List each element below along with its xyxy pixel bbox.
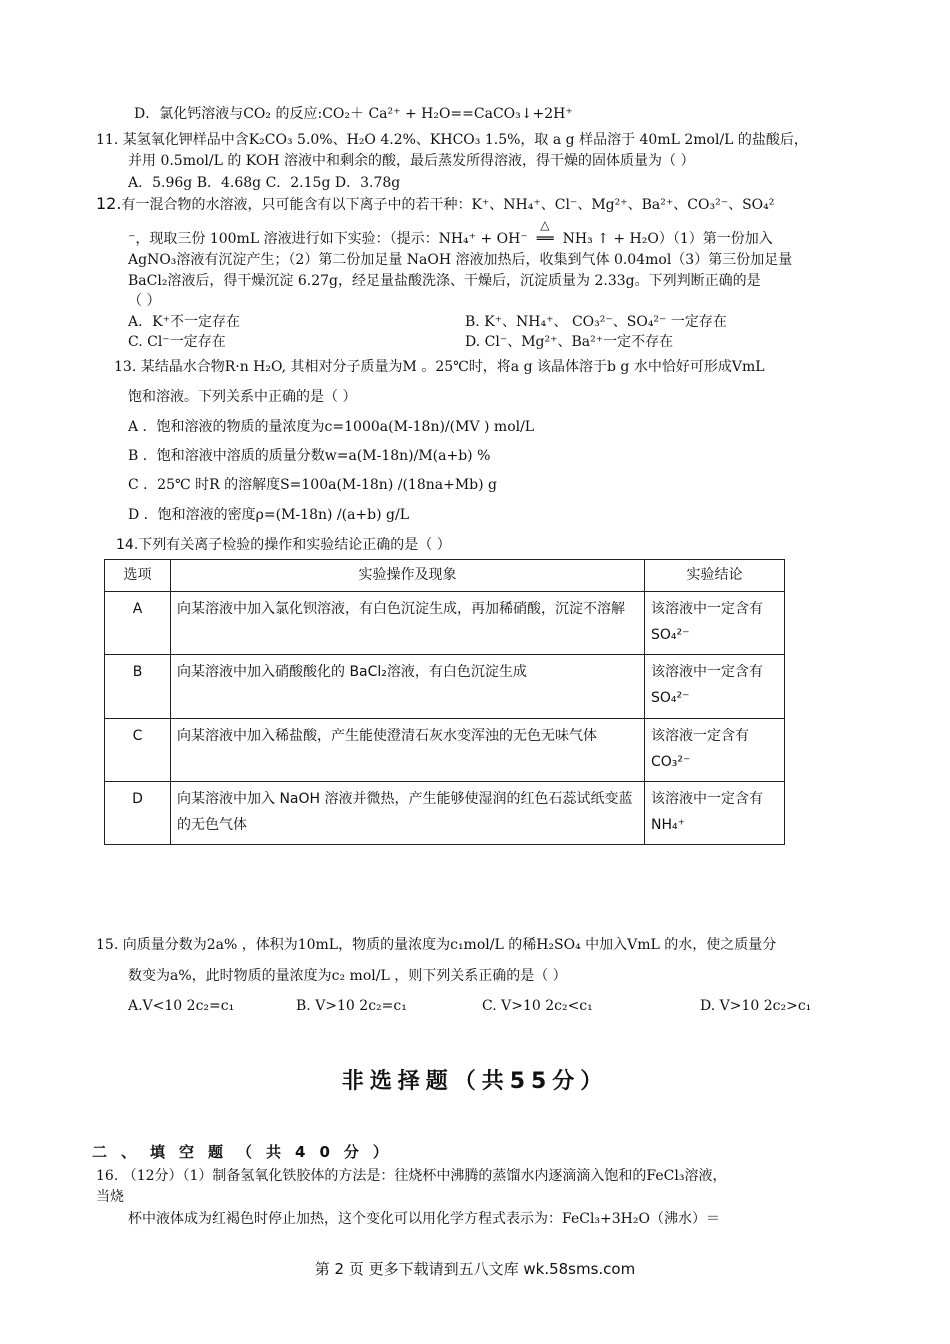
q14-stem: 14.下列有关离子检验的操作和实验结论正确的是（ ） <box>116 537 451 553</box>
q12-line5: （ ） <box>128 293 161 309</box>
q12-line2a: ⁻，现取三份 100mL 溶液进行如下实验：（提示：NH₄⁺ + OH⁻ <box>128 231 533 247</box>
row-a-conclusion: 该溶液中一定含有 SO₄²⁻ <box>645 592 785 655</box>
q16-line2: 当烧 <box>96 1189 124 1205</box>
q12-number: 12. <box>96 194 122 213</box>
q13-option-a: A ．饱和溶液的物质的量浓度为c=1000a(M-18n)/(MV ) mol/L <box>128 419 535 435</box>
delta-icon: △ <box>540 218 550 232</box>
q12-line2 <box>128 218 773 249</box>
q15-line2: 数变为a%，此时物质的量浓度为c₂ mol/L ，则下列关系正确的是（ ） <box>128 968 567 984</box>
table-row <box>105 655 785 718</box>
table-row <box>105 592 785 655</box>
section-heading: 二、填空题（共40分） <box>92 1143 402 1161</box>
q13-option-b: B ．饱和溶液中溶质的质量分数w=a(M-18n)/M(a+b) % <box>128 448 491 464</box>
q12-option-a: A．K⁺不一定存在 <box>128 314 240 330</box>
row-a-operation: 向某溶液中加入氯化钡溶液，有白色沉淀生成，再加稀硝酸，沉淀不溶解 <box>171 592 645 655</box>
q15-option-d: D. V>10 2c₂>c₁ <box>700 998 812 1014</box>
part2-title: 非选择题（共55分） <box>341 1069 609 1094</box>
table-row <box>105 781 785 844</box>
header-operation: 实验操作及现象 <box>171 560 645 592</box>
row-d-option: D <box>105 781 171 844</box>
equals-arrow: ══ <box>536 231 554 247</box>
q15-option-a: A.V<10 2c₂=c₁ <box>128 998 235 1014</box>
header-conclusion: 实验结论 <box>645 560 785 592</box>
row-c-operation: 向某溶液中加入稀盐酸，产生能使澄清石灰水变浑浊的无色无味气体 <box>171 718 645 781</box>
row-b-option: B <box>105 655 171 718</box>
q11-line1: 11. 某氢氧化钾样品中含K₂CO₃ 5.0%、H₂O 4.2%、KHCO₃ 1.5%，取 a g 样品溶于 40mL 2mol/L 的盐酸后， <box>96 132 808 148</box>
q12-option-d: D. Cl⁻、Mg²⁺、Ba²⁺一定不存在 <box>465 334 674 350</box>
q12-line1-text: 有一混合物的水溶液，只可能含有以下离子中的若干种：K⁺、NH₄⁺、Cl⁻、Mg²⁺、Ba²⁺、CO₃²⁻、SO₄² <box>121 197 775 213</box>
q10-option-d: D．氯化钙溶液与CO₂ 的反应:CO₂＋ Ca²⁺ + H₂O==CaCO₃↓+2H⁺ <box>134 106 573 122</box>
q15-line1: 15. 向质量分数为2a% ，体积为10mL，物质的量浓度为c₁mol/L 的稀H₂SO₄ 中加入VmL 的水，使之质量分 <box>96 937 777 953</box>
page-footer: 第 2 页 更多下载请到五八文库 wk.58sms.com <box>314 1260 636 1278</box>
q16-line3: 杯中液体成为红褐色时停止加热，这个变化可以用化学方程式表示为：FeCl₃+3H₂O（沸水）＝ <box>128 1211 720 1227</box>
q11-line2: 并用 0.5mol/L 的 KOH 溶液中和剩余的酸，最后蒸发所得溶液，得干燥的固体质量为（ ） <box>128 153 695 169</box>
row-d-operation: 向某溶液中加入 NaOH 溶液并微热，产生能够使湿润的红色石蕊试纸变蓝的无色气体 <box>171 781 645 844</box>
q13-line1: 13. 某结晶水合物R·n H₂O, 其相对分子质量为M 。25℃时，将a g 该晶体溶于b g 水中恰好可形成VmL <box>114 359 765 375</box>
q12-option-c: C. Cl⁻一定存在 <box>128 334 226 350</box>
table-row <box>105 718 785 781</box>
q12-line2b: NH₃ ↑ + H₂O）（1）第一份加入 <box>558 231 773 247</box>
q14-table <box>104 559 785 845</box>
row-a-option: A <box>105 592 171 655</box>
row-b-operation: 向某溶液中加入硝酸酸化的 BaCl₂溶液，有白色沉淀生成 <box>171 655 645 718</box>
q12-line1 <box>96 194 774 215</box>
row-c-option: C <box>105 718 171 781</box>
q11-options: A．5.96g B．4.68g C．2.15g D．3.78g <box>128 175 401 191</box>
row-b-conclusion: 该溶液中一定含有 SO₄²⁻ <box>645 655 785 718</box>
q12-line4: BaCl₂溶液后，得干燥沉淀 6.27g，经足量盐酸洗涤、干燥后，沉淀质量为 2.33g。下列判断正确的是 <box>128 273 761 289</box>
row-c-conclusion: 该溶液一定含有 CO₃²⁻ <box>645 718 785 781</box>
q13-line2: 饱和溶液。下列关系中正确的是（ ） <box>128 389 357 405</box>
table-header-row <box>105 560 785 592</box>
q13-option-c: C ．25℃ 时R 的溶解度S=100a(M-18n) /(18na+Mb) g <box>128 477 497 493</box>
q12-option-b: B. K⁺、NH₄⁺、 CO₃²⁻、SO₄²⁻ 一定存在 <box>465 314 727 330</box>
q15-option-c: C. V>10 2c₂<c₁ <box>482 998 593 1014</box>
heat-condition-arrow <box>532 218 558 249</box>
row-d-conclusion: 该溶液中一定含有 NH₄⁺ <box>645 781 785 844</box>
q15-option-b: B. V>10 2c₂=c₁ <box>296 998 407 1014</box>
q16-line1: 16. （12分）（1）制备氢氧化铁胶体的方法是：往烧杯中沸腾的蒸馏水内逐滴滴入饱和的FeCl₃溶液， <box>96 1168 727 1184</box>
header-option: 选项 <box>105 560 171 592</box>
q13-option-d: D ．饱和溶液的密度ρ=(M-18n) /(a+b) g/L <box>128 507 410 523</box>
q12-line3: AgNO₃溶液有沉淀产生；（2）第二份加足量 NaOH 溶液加热后，收集到气体 0.04mol（3）第三份加足量 <box>128 252 793 268</box>
